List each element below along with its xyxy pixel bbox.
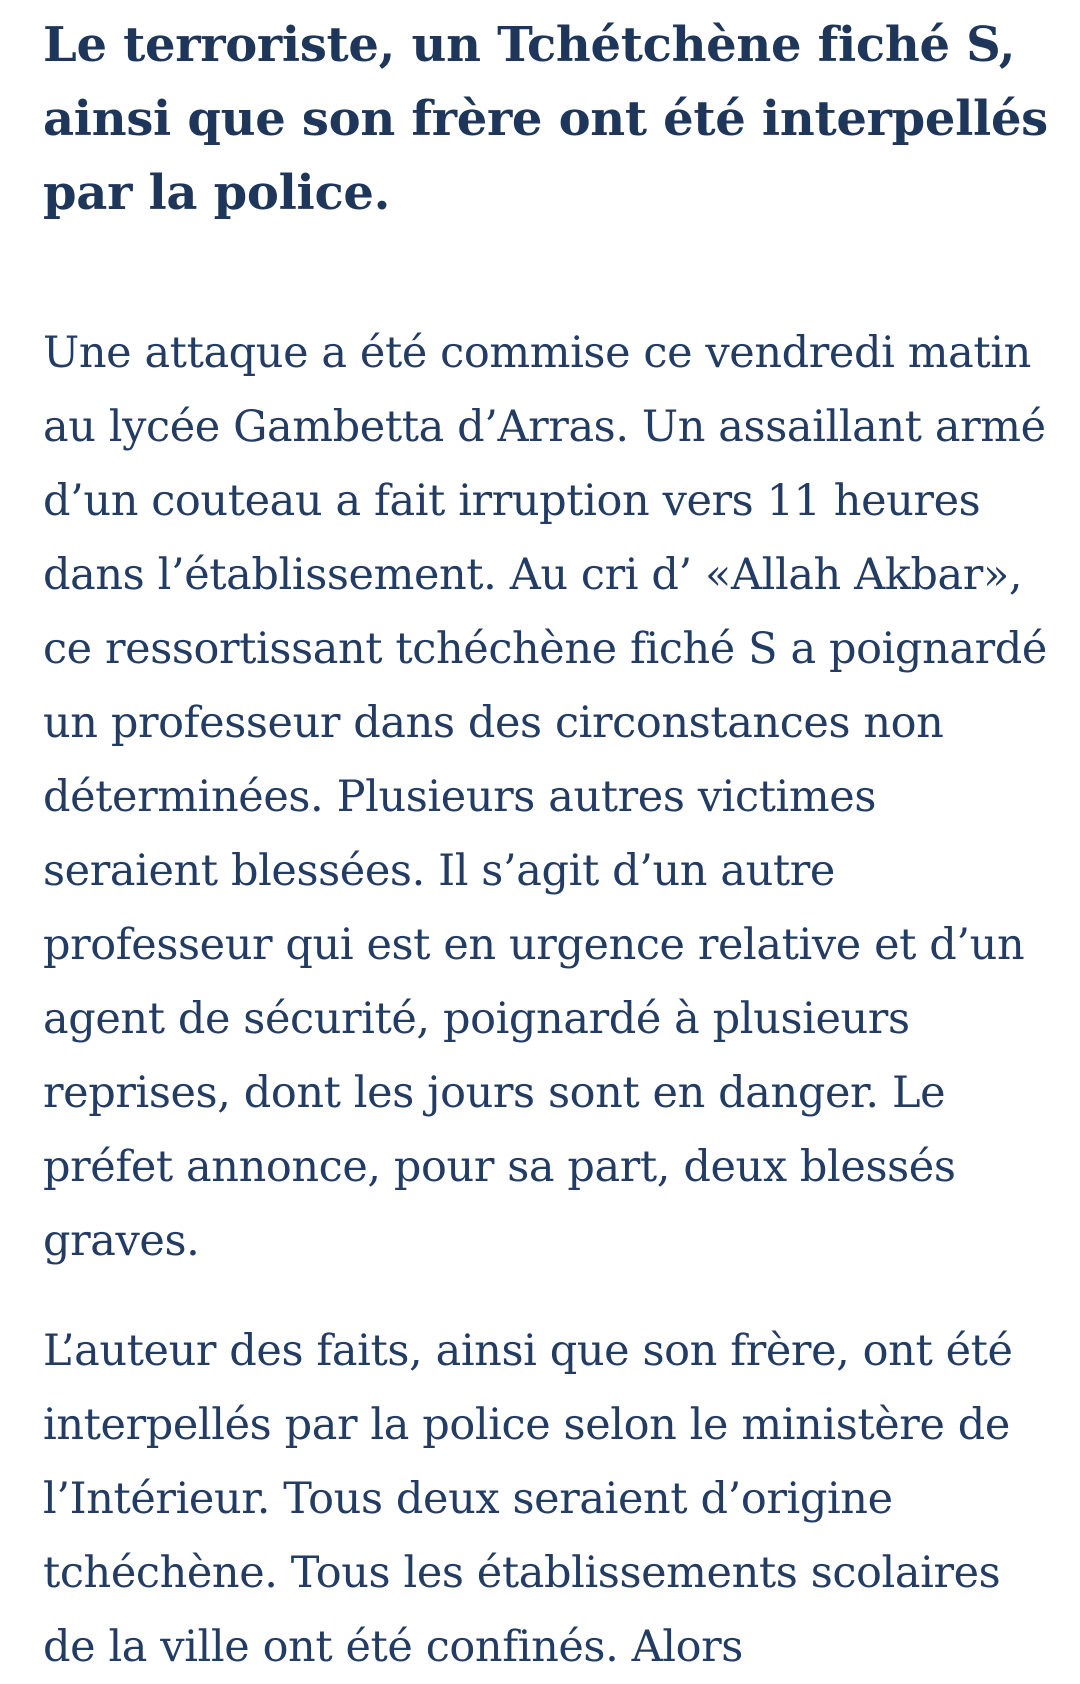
article-paragraph-2: L’auteur des faits, ainsi que son frère, ont été interpellés par la police selon le ministère de l’Intérieur. Tous deux seraient d’origine tchéchène. Tous les établissements scolaires de la ville ont été confinés. Alors — [43, 1326, 1013, 1672]
article-headline: Le terroriste, un Tchétchène fiché S, ainsi que son frère ont été interpellés par la police. — [43, 17, 1048, 221]
article-body — [43, 0, 1048, 1684]
article-paragraph-1: Une attaque a été commise ce vendredi matin au lycée Gambetta d’Arras. Un assaillant armé d’un couteau a fait irruption vers 11 heures dans l’établissement. Au cri d’ «Allah Akbar», ce ressortissant tchéchène fiché S a poignardé un professeur dans des circonstances non déterminées. Plusieurs autres victimes seraient blessées. Il s’agit d’un autre professeur qui est en urgence relative et d’un agent de sécurité, poignardé à plusieurs reprises, dont les jours sont en danger. Le préfet annonce, pour sa part, deux blessés graves. — [43, 328, 1047, 1266]
